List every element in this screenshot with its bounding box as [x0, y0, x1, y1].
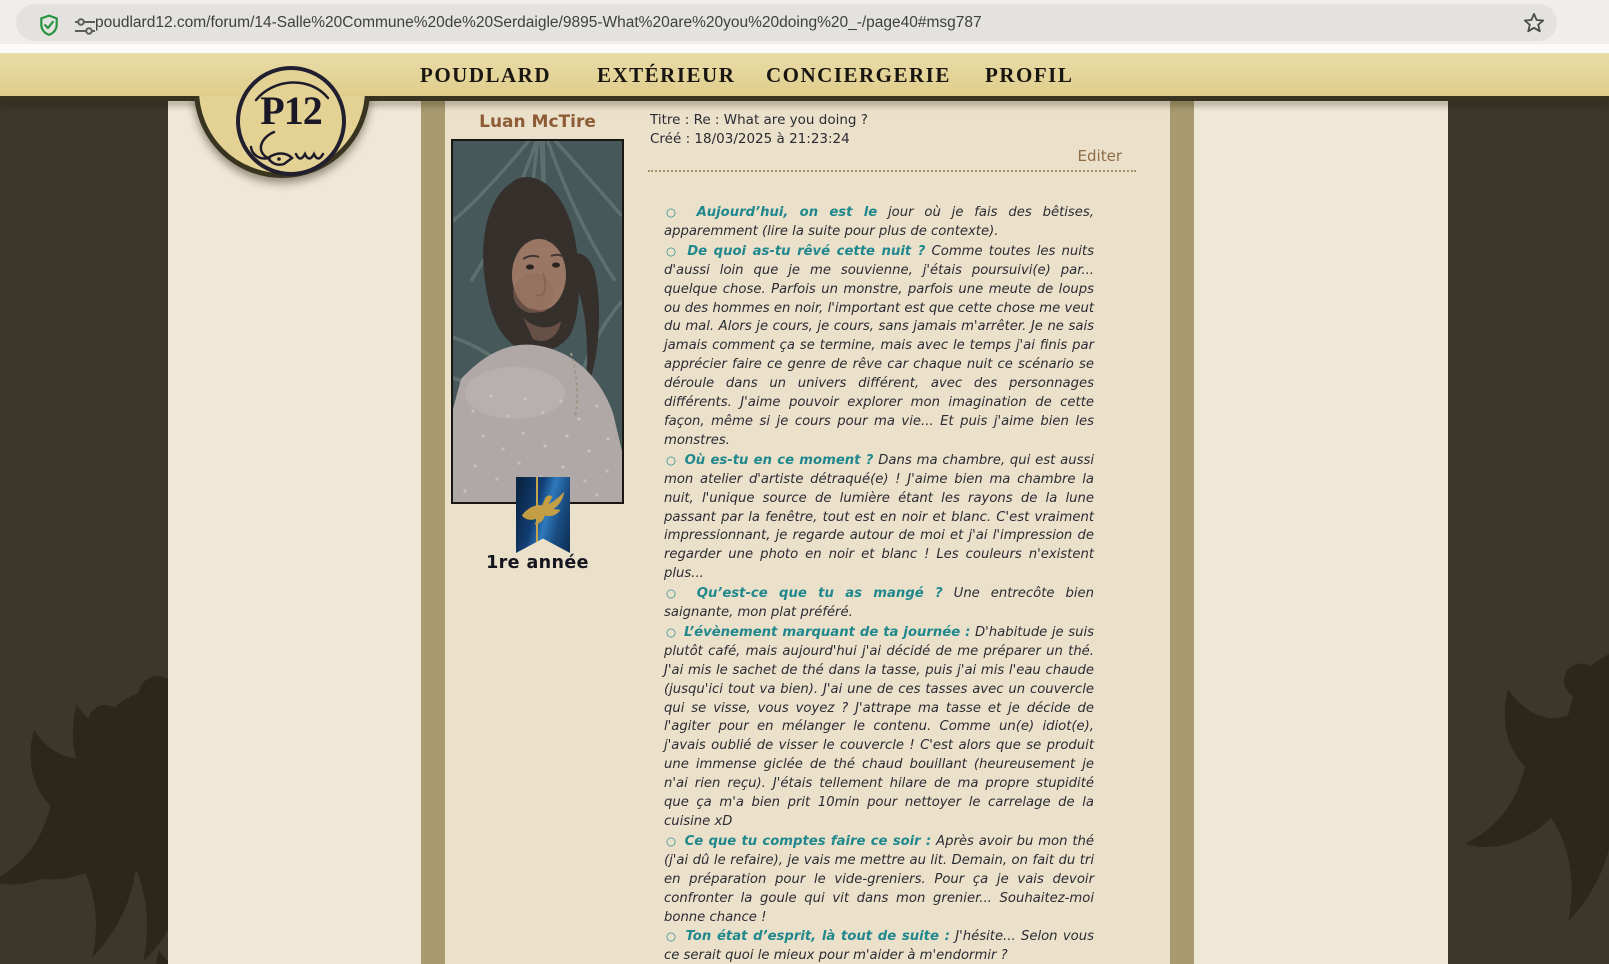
question-text: De quoi as-tu rêvé cette nuit ?: [687, 243, 926, 259]
question-text: Où es-tu en ce moment ?: [684, 452, 874, 468]
post-paragraph: [664, 584, 1094, 623]
question-text: L’évènement marquant de ta journée :: [684, 624, 971, 640]
question-text: Qu’est-ce que tu as mangé ?: [696, 586, 943, 602]
bullet-icon: ○: [666, 586, 683, 601]
post-created-line: Créé : 18/03/2025 à 21:23:24: [650, 130, 850, 147]
answer-text: Une entrecôte bien saignante, mon plat préféré.: [664, 586, 1094, 621]
background-pattern-left: [0, 101, 168, 964]
nav-item-profil[interactable]: PROFIL: [985, 63, 1074, 87]
background-pattern-right: [1448, 101, 1609, 964]
question-text: Ton état d’esprit, là tout de suite :: [685, 929, 950, 945]
post-paragraph: [664, 927, 1094, 964]
bullet-icon: ○: [666, 624, 677, 639]
left-divider-strip: [421, 101, 445, 964]
post-paragraph: [664, 832, 1094, 928]
bullet-icon: ○: [666, 205, 683, 219]
question-text: Ce que tu comptes faire ce soir :: [684, 833, 932, 849]
answer-text: Après avoir bu mon thé (j'ai dû le refaire), je vais me mettre au lit. Demain, on fait du tri en préparation pour le vide-greniers. Pour ça je vais devoir confronter la goule qui vit dans mon grenier... Souhaitez-moi bonne chance !: [664, 833, 1094, 925]
edit-post-link[interactable]: Editer: [1077, 147, 1122, 165]
site-logo-text: P12: [260, 88, 322, 133]
site-verified-shield-icon[interactable]: [38, 14, 60, 37]
post-paragraph: [664, 623, 1094, 832]
bookmark-star-icon[interactable]: [1522, 11, 1546, 35]
post-paragraph: [664, 451, 1094, 584]
author-rank-label: 1re année: [486, 553, 589, 573]
nav-item-conciergerie[interactable]: CONCIERGERIE: [766, 63, 951, 87]
question-text: Aujourd’hui, on est le: [696, 205, 878, 220]
browser-toolbar: [0, 0, 1609, 44]
bullet-icon: ○: [666, 243, 679, 258]
address-bar[interactable]: [16, 4, 1557, 41]
post-title-block: [650, 111, 868, 148]
post-title-line: Titre : Re : What are you doing ?: [650, 112, 868, 128]
chrome-lower-strip: [0, 44, 1609, 53]
answer-text: J'hésite... Selon vous ce serait quoi le mieux pour m'aider à m'endormir ?: [664, 929, 1094, 964]
answer-text: Comme toutes les nuits d'aussi loin que je me souvienne, j'étais poursuivi(e) par... quelque chose. Parfois un monstre, parfois une meute de loups ou des hommes en noir, l'important est que cette chose me veut du mal. Alors je cours, je cours, sans jamais m'arrêter. Je ne sais jamais comment ça se termine, mais avec le temps j'ai finis par apprécier faire ce genre de rêve car chaque nuit ce scénario se déroule dans un univers différent, avec des personnages différents. J'aime pouvoir explorer mon imagination de cette façon, même si je cours pour ma vie... Et puis j'aime bien les monstres.: [664, 243, 1094, 448]
post-body: [664, 203, 1094, 964]
bullet-icon: ○: [666, 929, 678, 944]
right-divider-strip: [1170, 101, 1194, 964]
url-text[interactable]: poudlard12.com/forum/14-Salle%20Commune%20de%20Serdaigle/9895-What%20are%20you%20doing%20_-/page40#msg787: [95, 14, 982, 31]
answer-text: Dans ma chambre, qui est aussi mon atelier d'artiste détraqué(e) ! J'aime bien ma chambre la nuit, l'unique source de lumière étant les rayons de la lune passant par la fenêtre, tout est en noir et blanc. C'est vraiment impressionnant, je regarde autour de moi et j'ai l'impression de regarder une photo en noir et blanc ! Les couleurs n'existent plus...: [664, 452, 1094, 582]
bullet-icon: ○: [666, 833, 677, 848]
post-author-name[interactable]: Luan McTire: [479, 112, 596, 132]
nav-item-poudlard[interactable]: POUDLARD: [420, 63, 551, 87]
site-logo[interactable]: [236, 66, 346, 176]
nav-item-exterieur[interactable]: EXTÉRIEUR: [597, 63, 736, 87]
bullet-icon: ○: [666, 452, 677, 467]
post-paragraph: [664, 242, 1094, 451]
author-avatar: [451, 139, 624, 504]
post-header-separator: [648, 170, 1136, 172]
answer-text: D'habitude je suis plutôt café, mais aujourd'hui j'ai décidé de me préparer un thé. J'ai mis le sachet de thé dans la tasse, puis j'ai mis l'eau chaude (jusqu'ici tout va bien). J'ai une de ces tasses avec un couvercle qui se visse, vous voyez ? J'attrape ma tasse et je décide de l'agiter pour en mélanger le contenu. Comme un(e) idiot(e), j'avais oublié de visser le couvercle ! C'est alors que se produit une immense giclée de thé chaud bouillant (heureusement je n'ai rien reçu). J'étais tellement hilare de ma propre stupidité que ça m'a bien prit 10min pour nettoyer le carrelage de la cuisine xD: [664, 624, 1094, 829]
post-paragraph: [664, 203, 1094, 242]
tune-permissions-icon[interactable]: [74, 17, 97, 36]
answer-text: jour où je fais des bêtises, apparemment (lire la suite pour plus de contexte).: [664, 205, 1094, 239]
